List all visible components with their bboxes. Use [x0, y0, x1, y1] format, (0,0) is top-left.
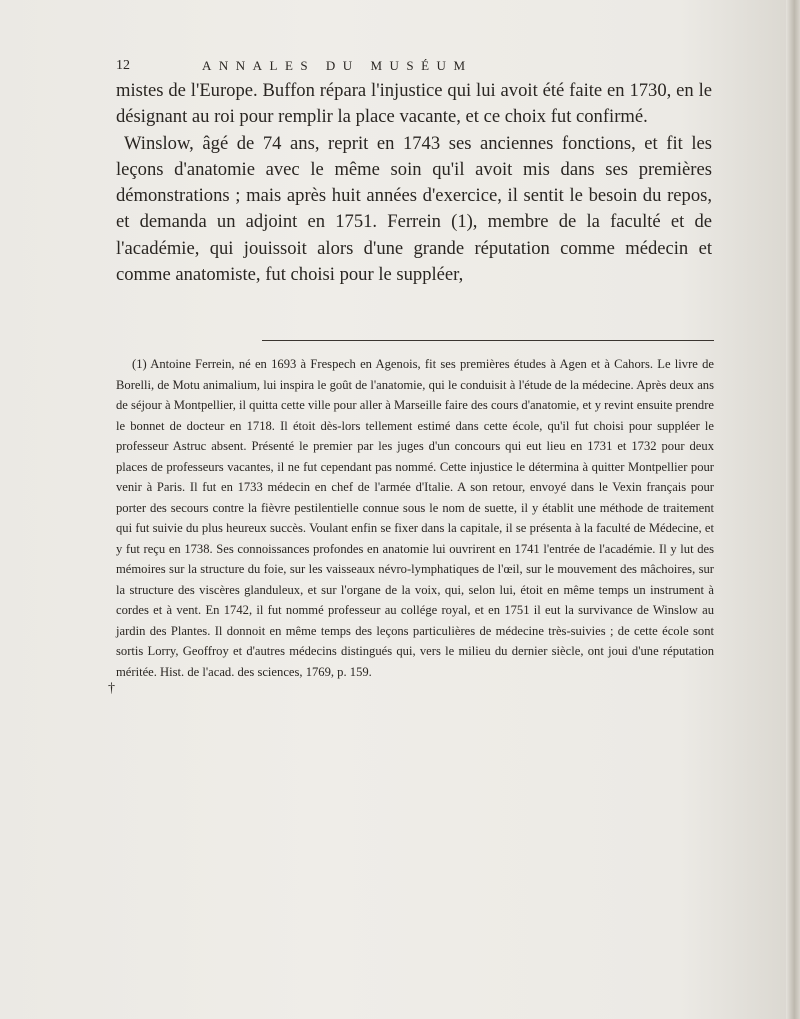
paragraph-1: mistes de l'Europe. Buffon répara l'injustice qui lui avoit été faite en 1730, en le désignant au roi pour remplir la place vacante, et ce choix fut confirmé.	[116, 80, 712, 128]
paragraph-2: Winslow, âgé de 74 ans, reprit en 1743 ses anciennes fonctions, et fit les leçons d'anatomie avec le même soin qu'il avoit mis dans ses premières démonstrations ; mais après huit années d'exercice, il sentit le besoin du repos, et demanda un adjoint en 1751. Ferrein (1), membre de la faculté et de l'académie, qui jouissoit alors d'une grande réputation comme médecin et comme anatomiste, fut choisi pour le suppléer,	[116, 132, 712, 286]
main-text	[116, 78, 712, 288]
footnote-text: (1) Antoine Ferrein, né en 1693 à Frespech en Agenois, fit ses premières études à Agen et à Cahors. Le livre de Borelli, de Motu animalium, lui inspira le goût de l'anatomie, qui le conduisit à l'étude de la médecine. Après deux ans de séjour à Montpellier, il quitta cette ville pour aller à Marseille faire des cours d'anatomie, et y revint ensuite prendre le bonnet de docteur en 1718. Il étoit dès-lors tellement estimé dans cette école, qu'il fut choisi pour suppléer le professeur Astruc absent. Présenté le premier par les juges d'un concours qui eut lieu en 1731 et 1732 pour deux places de professeurs vacantes, il ne fut cependant pas nommé. Cette injustice le détermina à quitter Montpellier pour venir à Paris. Il fut en 1733 médecin en chef de l'armée d'Italie. A son retour, envoyé dans le Vexin français pour porter des secours contre la fièvre pestilentielle connue sous le nom de suette, il y établit une méthode de traitement qui fut suivie du plus heureux succès. Voulant enfin se fixer dans la capitale, il se présenta à la faculté de Médecine, et y fut reçu en 1738. Ses connoissances profondes en anatomie lui ouvrirent en 1741 l'entrée de l'académie. Il y lut des mémoires sur la structure du foie, sur les vaisseaux névro-lymphatiques de l'œil, sur le mouvement des mâchoires, sur la structure des viscères glanduleux, et sur l'organe de la voix, qui, selon lui, étoit en même temps un instrument à cordes et à vent. En 1742, il fut nommé professeur au collége royal, et en 1751 il eut la survivance de Winslow au jardin des Plantes. Il donnoit en même temps des leçons particulières de médecine très-suivies ; de cette école sont sortis Lorry, Geoffroy et d'autres médecins distingués qui, vers le milieu du dernier siècle, ont joui d'une réputation méritée. Hist. de l'acad. des sciences, 1769, p. 159.	[116, 357, 714, 679]
margin-mark: †	[108, 681, 115, 696]
page-edge	[786, 0, 800, 1019]
running-title: ANNALES DU MUSÉUM	[202, 58, 473, 73]
page-number: 12	[116, 58, 130, 73]
footnote-separator	[262, 340, 714, 341]
footnote	[116, 354, 714, 682]
